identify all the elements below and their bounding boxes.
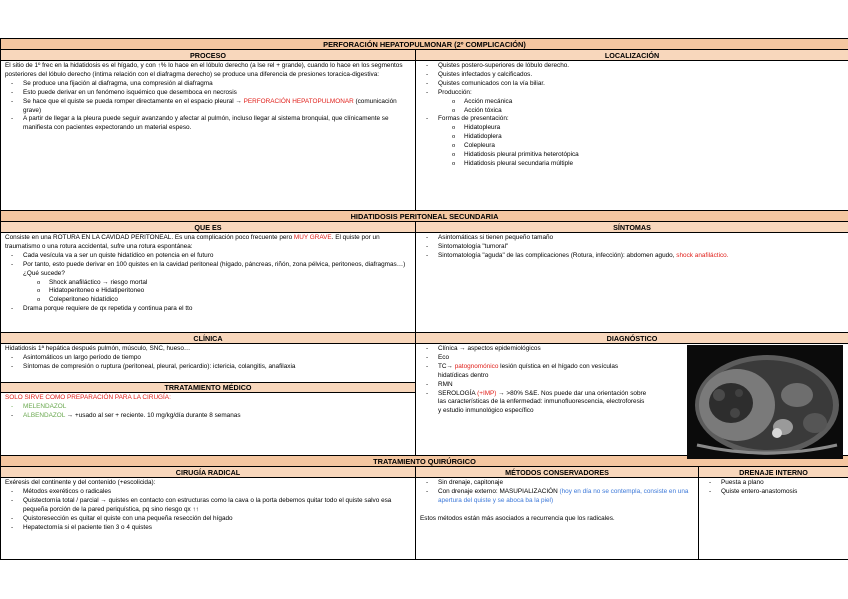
- radical-list: [5, 488, 411, 533]
- localizacion-list: [420, 62, 844, 169]
- list-item: - Quistes postero-superiores de lóbulo derecho.: [420, 62, 844, 71]
- sub-list-item: o Colepleura: [420, 142, 844, 151]
- item-text: Sintomatología "tumoral": [438, 242, 509, 250]
- list-item: - Quistectomía total / parcial → quistes en contacto con estructuras como la cava o la porta debemos quitar todo el quiste salvo esa pequeña porción de la pared periquística, pq sino riesgo qx ↑↑: [5, 497, 411, 515]
- sub-list-item: o Hidatidosis pleural primitiva heterotópica: [420, 151, 844, 160]
- drug-name: ALBENDAZOL: [23, 411, 66, 419]
- list-item: [5, 98, 411, 116]
- highlight-text: PERFORACIÓN HEPATOPULMONAR: [243, 97, 354, 105]
- item-text: A partir de llegar a la pleura puede seguir avanzando y afectar al pulmón, incluso llegar al sistema bronquial, que clínicamente se manifiesta con pacientes expectorando un material espeso.: [23, 115, 389, 132]
- list-item: - Síntomas de compresión o ruptura (peritoneal, pleural, pericardio): ictericia, colangitis, anafilaxia: [5, 363, 411, 372]
- list-item: - Métodos exeréticos o radicales: [5, 488, 411, 497]
- radical-intro: Exéresis del continente y del contenido (+escolicida):: [5, 479, 156, 486]
- list-item: - Formas de presentación:: [420, 115, 844, 124]
- perforacion-title: PERFORACIÓN HEPATOPULMONAR (2º COMPLICACIÓN): [1, 39, 848, 50]
- list-item: - Quistoresección es quitar el quiste con una pequeña resección del hígado: [5, 515, 411, 524]
- list-item: - Hepatectomía si el paciente tien 3 o 4 quistes: [5, 524, 411, 533]
- proceso-cell: [1, 61, 416, 211]
- clinica-list: [5, 354, 411, 372]
- list-item: [5, 115, 411, 133]
- list-item: [420, 354, 648, 363]
- localizacion-header: LOCALIZACIÓN: [416, 50, 848, 61]
- sub-list-item: o Acción tóxica: [420, 107, 844, 116]
- item-text: Con drenaje externo: MASUPIALIZACIÓN: [438, 487, 560, 495]
- highlight-text: shock anafiláctico.: [676, 251, 729, 259]
- sub-list-item: o Hidatopleura: [420, 124, 844, 133]
- list-item: - Sin drenaje, capitonaje: [420, 479, 694, 488]
- list-item: - Cada vesícula va a ser un quiste hidatídico en potencia en el futuro: [5, 252, 411, 261]
- conservadores-list: [420, 479, 694, 506]
- conservadores-header: MÉTODOS CONSERVADORES: [416, 467, 699, 478]
- sintomas-cell: [416, 233, 848, 333]
- list-item: - MELENDAZOL: [5, 403, 411, 412]
- note-text: (hoy en día no se contempla, consiste en una apertura del quiste y se aboca ba la piel): [438, 487, 689, 504]
- peritoneal-title: HIDATIDOSIS PERITONEAL SECUNDARIA: [1, 211, 848, 222]
- item-text: Se hace que el quiste se pueda romper directamente en el espacio pleural →: [23, 97, 244, 105]
- highlight-text: patognomónico: [454, 362, 499, 370]
- sintomas-header: SÍNTOMAS: [416, 222, 848, 233]
- highlight-text: MUY GRAVE: [293, 234, 332, 241]
- list-item: - Puesta a plano: [703, 479, 844, 488]
- ct-scan-graphic: [687, 345, 843, 459]
- item-text: SEROLOGÍA: [438, 389, 478, 397]
- list-item: [420, 488, 694, 506]
- list-item: [420, 243, 844, 252]
- item-text: Eco: [438, 353, 450, 361]
- list-item: [5, 89, 411, 98]
- que-es-cell: [1, 233, 416, 333]
- item-text: → >80% S&E. Nos puede dar una orientación sobre las características de la enfermedad: inmunofluorescencia, electroforesis y estudio inmunológico específico: [438, 389, 647, 415]
- ct-scan-image: [687, 345, 843, 459]
- localizacion-cell: [416, 61, 848, 211]
- item-text: lesión quística en el hígado con vesículas hidatídicas dentro: [438, 362, 619, 379]
- list-item: [420, 234, 844, 243]
- tratamiento-medico-list: [5, 403, 411, 421]
- summary-table: [0, 38, 848, 560]
- item-text: → +usado al ser + reciente. 10 mg/kg/día durante 8 semanas: [65, 411, 241, 419]
- list-item: [5, 80, 411, 89]
- highlight-text: (+IMP): [477, 389, 497, 397]
- item-text: RMN: [438, 380, 453, 388]
- item-text: Asintomáticas si tienen pequeño tamaño: [438, 234, 554, 241]
- sub-list-item: o Hidatidosis pleural secundaria múltiple: [420, 160, 844, 169]
- proceso-header: PROCESO: [1, 50, 416, 61]
- list-item: [5, 412, 411, 421]
- item-text: Esto puede derivar en un fenómeno isquémico que desemboca en necrosis: [23, 88, 237, 96]
- clinica-intro: Hidatidosis 1ª hepática después pulmón, músculo, SNC, hueso…: [5, 345, 191, 352]
- list-item: - Por tanto, esto puede derivar en 100 quistes en la cavidad peritoneal (hígado, páncreas, riñón, zona pélvica, peritoneos, diafragmas…) ¿Qué sucede?: [5, 261, 411, 279]
- proceso-list: [5, 80, 411, 133]
- sub-list-item: o Shock anafiláctico → riesgo mortal: [5, 279, 411, 288]
- que-es-list: [5, 252, 411, 314]
- list-item: - Quistes comunicados con la vía biliar.: [420, 80, 844, 89]
- sintomas-list: [420, 234, 844, 261]
- list-item: [420, 363, 648, 381]
- tratamiento-medico-note: SOLO SIRVE COMO PREPARACIÓN PARA LA CIRUGÍA:: [5, 393, 171, 401]
- proceso-intro: El sitio de 1º frec en la hidatidosis es el hígado, y con ↑% lo hace en el lóbulo derecho (a lse rel + grande), cuando lo hace en los segmentos posteriores del lóbulo derecho (íntima relación con el diafragma derecho) se produce una diferencia de presiones toracica-digestiva:: [5, 62, 403, 78]
- intro-text: Consiste en una ROTURA EN LA CAVIDAD PERITONEAL. Es una complicación poco frecuente pero: [5, 234, 294, 241]
- diagnostico-list: [420, 345, 648, 416]
- drenaje-list: [703, 479, 844, 497]
- sub-list-item: o Acción mecánica: [420, 98, 844, 107]
- item-text: TC→: [438, 362, 455, 370]
- radical-header: CIRUGÍA RADICAL: [1, 467, 416, 478]
- clinica-header: CLÍNICA: [1, 333, 416, 344]
- sub-list-item: o Hidatoperitoneo e Hidatiperitoneo: [5, 287, 411, 296]
- list-item: - Quistes infectados y calcificados.: [420, 71, 844, 80]
- conservadores-cell: [416, 478, 699, 560]
- tratamiento-medico-header: TRRATAMIENTO MÉDICO: [1, 382, 415, 393]
- que-es-intro: [5, 234, 411, 252]
- item-text: Sintomatología "aguda" de las complicaciones (Rotura, infección): abdomen agudo,: [438, 251, 677, 259]
- list-item: - Quiste entero-anastomosis: [703, 488, 844, 497]
- que-es-header: QUE ES: [1, 222, 416, 233]
- drenaje-cell: [699, 478, 848, 560]
- conservadores-note: Estos métodos están más asociados a recurrencia que los radicales.: [420, 514, 615, 522]
- item-text: Se produce una fijación al diafragma, una compresión al diafragma: [23, 79, 213, 87]
- list-item: - Drama porque requiere de qx repetida y continua para el tto: [5, 305, 411, 314]
- intro-text: . El quiste por un traumatismo o una rotura accidental, sufre una rotura espontánea:: [5, 234, 380, 250]
- diagnostico-header: DIAGNÓSTICO: [416, 333, 848, 344]
- list-item: [420, 345, 648, 354]
- item-text: Clínica → aspectos epidemiológicos: [438, 345, 541, 352]
- list-item: [420, 381, 648, 390]
- quirurgico-title: TRATAMIENTO QUIRÚRGICO: [1, 456, 848, 467]
- item-text: (comunicación grave): [23, 97, 397, 114]
- list-item: [420, 390, 648, 417]
- sub-list-item: o Hidatidoplera: [420, 133, 844, 142]
- list-item: - Producción:: [420, 89, 844, 98]
- list-item: - Asintomáticos un largo período de tiempo: [5, 354, 411, 363]
- drenaje-header: DRENAJE INTERNO: [699, 467, 848, 478]
- clinica-cell: [1, 344, 416, 456]
- list-item: [420, 252, 844, 261]
- sub-list-item: o Coleperitoneo hidatídico: [5, 296, 411, 305]
- radical-cell: [1, 478, 416, 560]
